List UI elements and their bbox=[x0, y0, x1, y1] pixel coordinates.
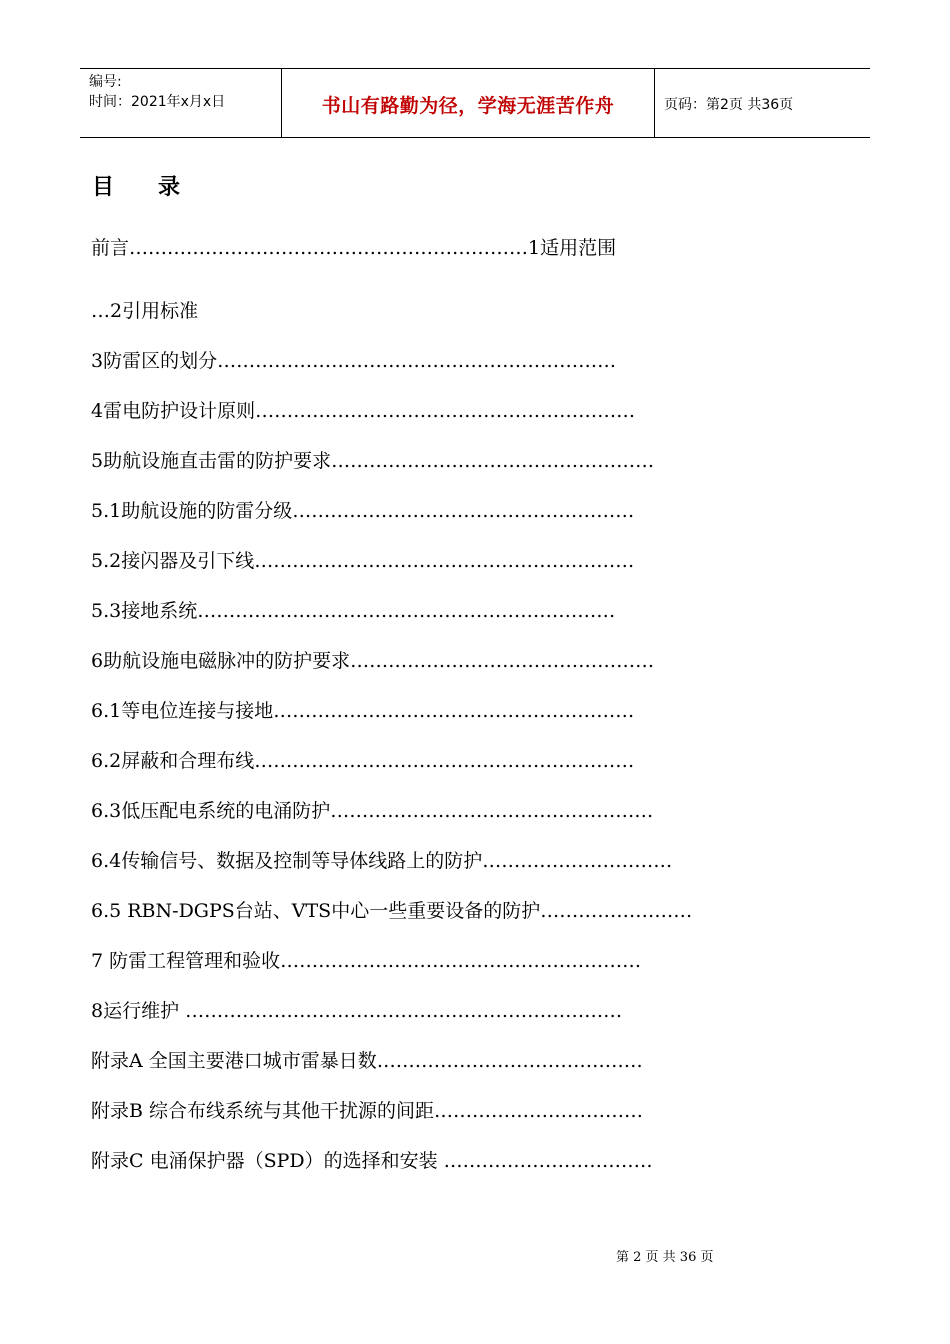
toc-title bbox=[92, 170, 180, 201]
number-label: 编号: bbox=[89, 74, 122, 90]
time-label: 时间：2021年x月x日 bbox=[89, 94, 226, 110]
toc-entry[interactable]: 6.5 RBN-DGPS台站、VTS中心一些重要设备的防护…………………… bbox=[91, 900, 693, 922]
document-header bbox=[80, 68, 870, 138]
toc-entry[interactable]: 6助航设施电磁脉冲的防护要求………………………………………… bbox=[91, 650, 655, 672]
toc-entry[interactable]: 6.3低压配电系统的电涌防护…………………………………………… bbox=[91, 800, 654, 822]
toc-title-part2: 录 bbox=[158, 175, 181, 200]
toc-entry[interactable]: 3防雷区的划分……………………………………………………… bbox=[91, 350, 617, 372]
toc-entry[interactable]: 5助航设施直击雷的防护要求…………………………………………… bbox=[91, 450, 655, 472]
toc-entry[interactable]: 6.4传输信号、数据及控制等导体线路上的防护………………………… bbox=[91, 850, 673, 872]
page-footer: 第 2 页 共 36 页 bbox=[616, 1250, 714, 1265]
toc-entry[interactable]: 7 防雷工程管理和验收………………………………………………… bbox=[91, 950, 642, 972]
toc-entry[interactable]: 5.1助航设施的防雷分级……………………………………………… bbox=[91, 500, 635, 522]
toc-entry[interactable]: …2引用标准 bbox=[91, 300, 199, 322]
toc-entry[interactable]: 附录A 全国主要港口城市雷暴日数…………………………………… bbox=[91, 1050, 643, 1072]
toc-entry[interactable]: 6.1等电位连接与接地………………………………………………… bbox=[91, 700, 635, 722]
toc-entry[interactable]: 8运行维护 …………………………………………………………… bbox=[91, 1000, 623, 1022]
header-meta bbox=[89, 72, 225, 112]
toc-entry[interactable]: 前言………………………………………………………1适用范围 bbox=[91, 237, 617, 259]
header-divider bbox=[654, 69, 655, 137]
toc-entry[interactable]: 5.3接地系统………………………………………………………… bbox=[91, 600, 616, 622]
toc-title-part1: 目 bbox=[92, 175, 115, 200]
header-motto: 书山有路勤为径，学海无涯苦作舟 bbox=[321, 95, 615, 117]
toc-entry[interactable]: 附录C 电涌保护器（SPD）的选择和安装 …………………………… bbox=[91, 1150, 653, 1172]
toc-entry[interactable]: 6.2屏蔽和合理布线…………………………………………………… bbox=[91, 750, 635, 772]
toc-entry[interactable]: 附录B 综合布线系统与其他干扰源的间距…………………………… bbox=[91, 1100, 644, 1122]
header-page-info: 页码：第2页 共36页 bbox=[664, 97, 794, 113]
toc-entry[interactable]: 5.2接闪器及引下线…………………………………………………… bbox=[91, 550, 635, 572]
toc-entry[interactable]: 4雷电防护设计原则…………………………………………………… bbox=[91, 400, 636, 422]
